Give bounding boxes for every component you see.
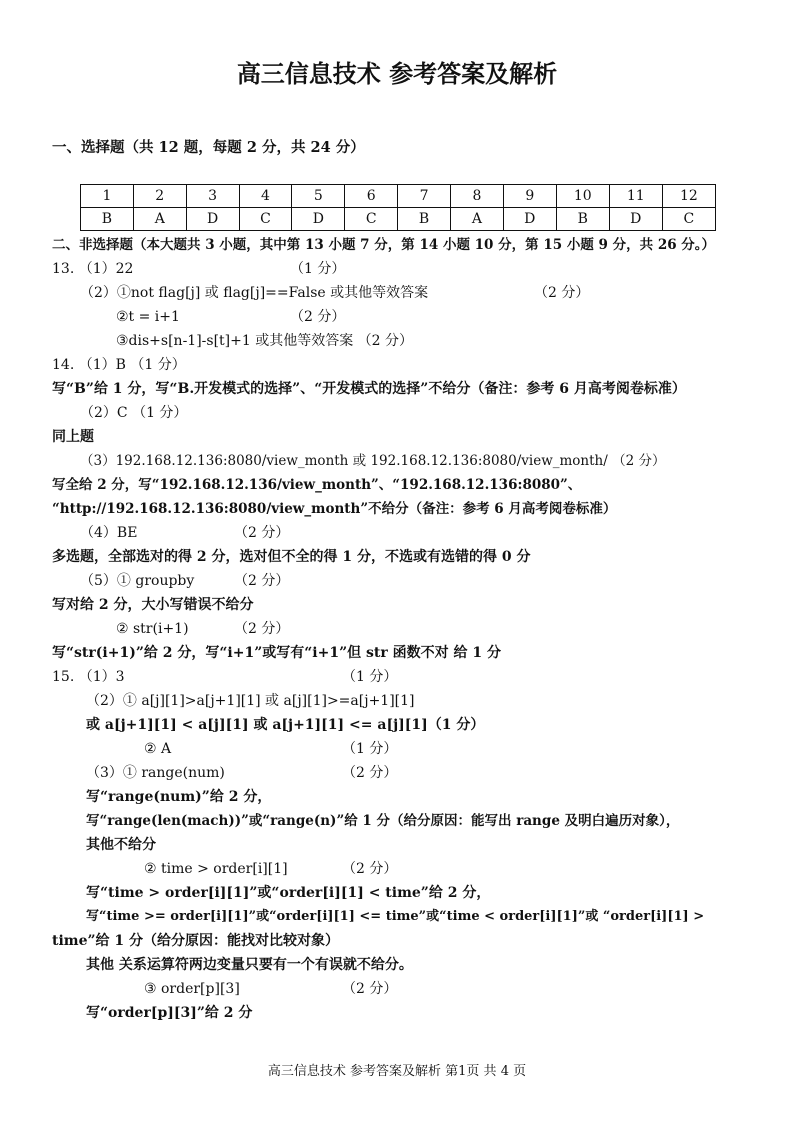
page-title: 高三信息技术 参考答案及解析 bbox=[236, 60, 558, 88]
q14-answer: 14. （1）B （1 分） bbox=[52, 357, 186, 373]
q15-answer: ③ order[p][3] bbox=[144, 981, 240, 997]
question-number: 1 bbox=[81, 185, 134, 208]
section2-heading: 二、非选择题（本大题共 3 小题，其中第 13 小题 7 分，第 14 小题 10 分，第 15 小题 9 分，共 26 分。） bbox=[52, 237, 716, 253]
q14-note: 写对给 2 分，大小写错误不给分 bbox=[52, 597, 254, 613]
answer-cell: C bbox=[239, 208, 292, 231]
q15-answer: 15. （1）3 bbox=[52, 669, 125, 685]
section1-heading: 一、选择题（共 12 题，每题 2 分，共 24 分） bbox=[52, 139, 365, 156]
question-number: 12 bbox=[662, 185, 715, 208]
q15-note: 写“order[p][3]”给 2 分 bbox=[86, 1005, 253, 1021]
question-number: 6 bbox=[345, 185, 398, 208]
q14-note: “http://192.168.12.136:8080/view_month”不给分（备注：参考 6 月高考阅卷标准） bbox=[52, 501, 617, 517]
points-label: （2 分） bbox=[234, 525, 290, 541]
answer-table-number-row bbox=[81, 185, 716, 208]
q13-answer: 13. （1）22 bbox=[52, 261, 134, 277]
answer-cell: B bbox=[81, 208, 134, 231]
q14-answer: （4）BE bbox=[80, 525, 138, 541]
q15-note: 其他 关系运算符两边变量只要有一个有误就不给分。 bbox=[86, 957, 413, 973]
q15-answer: 或 a[j+1][1] < a[j][1] 或 a[j+1][1] <= a[j][1]（1 分） bbox=[86, 717, 485, 733]
q15-note: time”给 1 分（给分原因：能找对比较对象） bbox=[52, 933, 340, 949]
points-label: （1 分） bbox=[290, 261, 346, 277]
q13-line bbox=[52, 257, 752, 281]
q15-note: 写“time >= order[i][1]”或“order[i][1] <= time”或“time < order[i][1]”或 “order[i][1] > bbox=[86, 909, 705, 924]
q14-line bbox=[52, 521, 752, 545]
q13-line bbox=[52, 305, 752, 329]
answer-table-answer-row bbox=[81, 208, 716, 231]
q15-note: 其他不给分 bbox=[86, 837, 156, 853]
answer-cell: D bbox=[292, 208, 345, 231]
answer-table bbox=[80, 184, 716, 231]
points-label: （1 分） bbox=[342, 741, 398, 757]
q14-note: 写全给 2 分，写“192.168.12.136/view_month”、“192.168.12.136:8080”、 bbox=[52, 477, 582, 493]
q13-answer: （2）①not flag[j] 或 flag[j]==False 或其他等效答案 bbox=[80, 285, 429, 301]
answer-cell: D bbox=[609, 208, 662, 231]
answer-cell: A bbox=[451, 208, 504, 231]
points-label: （2 分） bbox=[342, 765, 398, 781]
question-number: 3 bbox=[186, 185, 239, 208]
q14-answer: （5）① groupby bbox=[80, 573, 195, 589]
question-number: 2 bbox=[133, 185, 186, 208]
q13-line bbox=[52, 281, 752, 305]
points-label: （2 分） bbox=[534, 285, 590, 301]
answer-cell: B bbox=[398, 208, 451, 231]
q15-line bbox=[52, 857, 752, 881]
answer-cell: C bbox=[345, 208, 398, 231]
q14-answer: （3）192.168.12.136:8080/view_month 或 192.168.12.136:8080/view_month/ （2 分） bbox=[80, 453, 666, 469]
q14-line bbox=[52, 569, 752, 593]
answer-cell: C bbox=[662, 208, 715, 231]
answer-cell: D bbox=[503, 208, 556, 231]
q14-note: 同上题 bbox=[52, 429, 94, 445]
answer-cell: A bbox=[133, 208, 186, 231]
points-label: （1 分） bbox=[342, 669, 398, 685]
q14-answer: ② str(i+1) bbox=[116, 621, 189, 637]
answer-body bbox=[52, 233, 752, 1025]
page-footer: 高三信息技术 参考答案及解析 第1页 共 4 页 bbox=[267, 1064, 527, 1079]
points-label: （2 分） bbox=[290, 309, 346, 325]
question-number: 10 bbox=[556, 185, 609, 208]
q15-line bbox=[52, 665, 752, 689]
q14-note: 写“str(i+1)”给 2 分，写“i+1”或写有“i+1”但 str 函数不对 给 1 分 bbox=[52, 645, 501, 661]
q14-answer: （2）C （1 分） bbox=[80, 405, 188, 421]
q15-answer: ② time > order[i][1] bbox=[144, 861, 288, 877]
q15-line bbox=[52, 977, 752, 1001]
question-number: 5 bbox=[292, 185, 345, 208]
points-label: （2 分） bbox=[342, 861, 398, 877]
q15-answer: （2）① a[j][1]>a[j+1][1] 或 a[j][1]>=a[j+1][1] bbox=[86, 693, 415, 709]
q15-line bbox=[52, 761, 752, 785]
question-number: 11 bbox=[609, 185, 662, 208]
q14-note: 多选题，全部选对的得 2 分，选对但不全的得 1 分，不选或有选错的得 0 分 bbox=[52, 549, 531, 565]
q15-answer: （3）① range(num) bbox=[86, 765, 225, 781]
question-number: 9 bbox=[503, 185, 556, 208]
q14-line bbox=[52, 617, 752, 641]
question-number: 4 bbox=[239, 185, 292, 208]
question-number: 7 bbox=[398, 185, 451, 208]
q15-note: 写“time > order[i][1]”或“order[i][1] < time”给 2 分， bbox=[86, 885, 491, 901]
points-label: （2 分） bbox=[234, 573, 290, 589]
answer-cell: B bbox=[556, 208, 609, 231]
question-number: 8 bbox=[451, 185, 504, 208]
q13-answer: ②t = i+1 bbox=[116, 309, 180, 325]
q15-note: 写“range(num)”给 2 分， bbox=[86, 789, 272, 805]
q13-answer: ③dis+s[n-1]-s[t]+1 或其他等效答案 （2 分） bbox=[116, 333, 414, 349]
points-label: （2 分） bbox=[234, 621, 290, 637]
q15-answer: ② A bbox=[144, 741, 172, 757]
q14-note: 写“B”给 1 分，写“B.开发模式的选择”、“开发模式的选择”不给分（备注：参考 6 月高考阅卷标准） bbox=[52, 381, 686, 397]
points-label: （2 分） bbox=[342, 981, 398, 997]
q15-line bbox=[52, 737, 752, 761]
answer-cell: D bbox=[186, 208, 239, 231]
q15-note: 写“range(len(mach))”或“range(n)”给 1 分（给分原因：能写出 range 及明白遍历对象）， bbox=[86, 813, 680, 829]
